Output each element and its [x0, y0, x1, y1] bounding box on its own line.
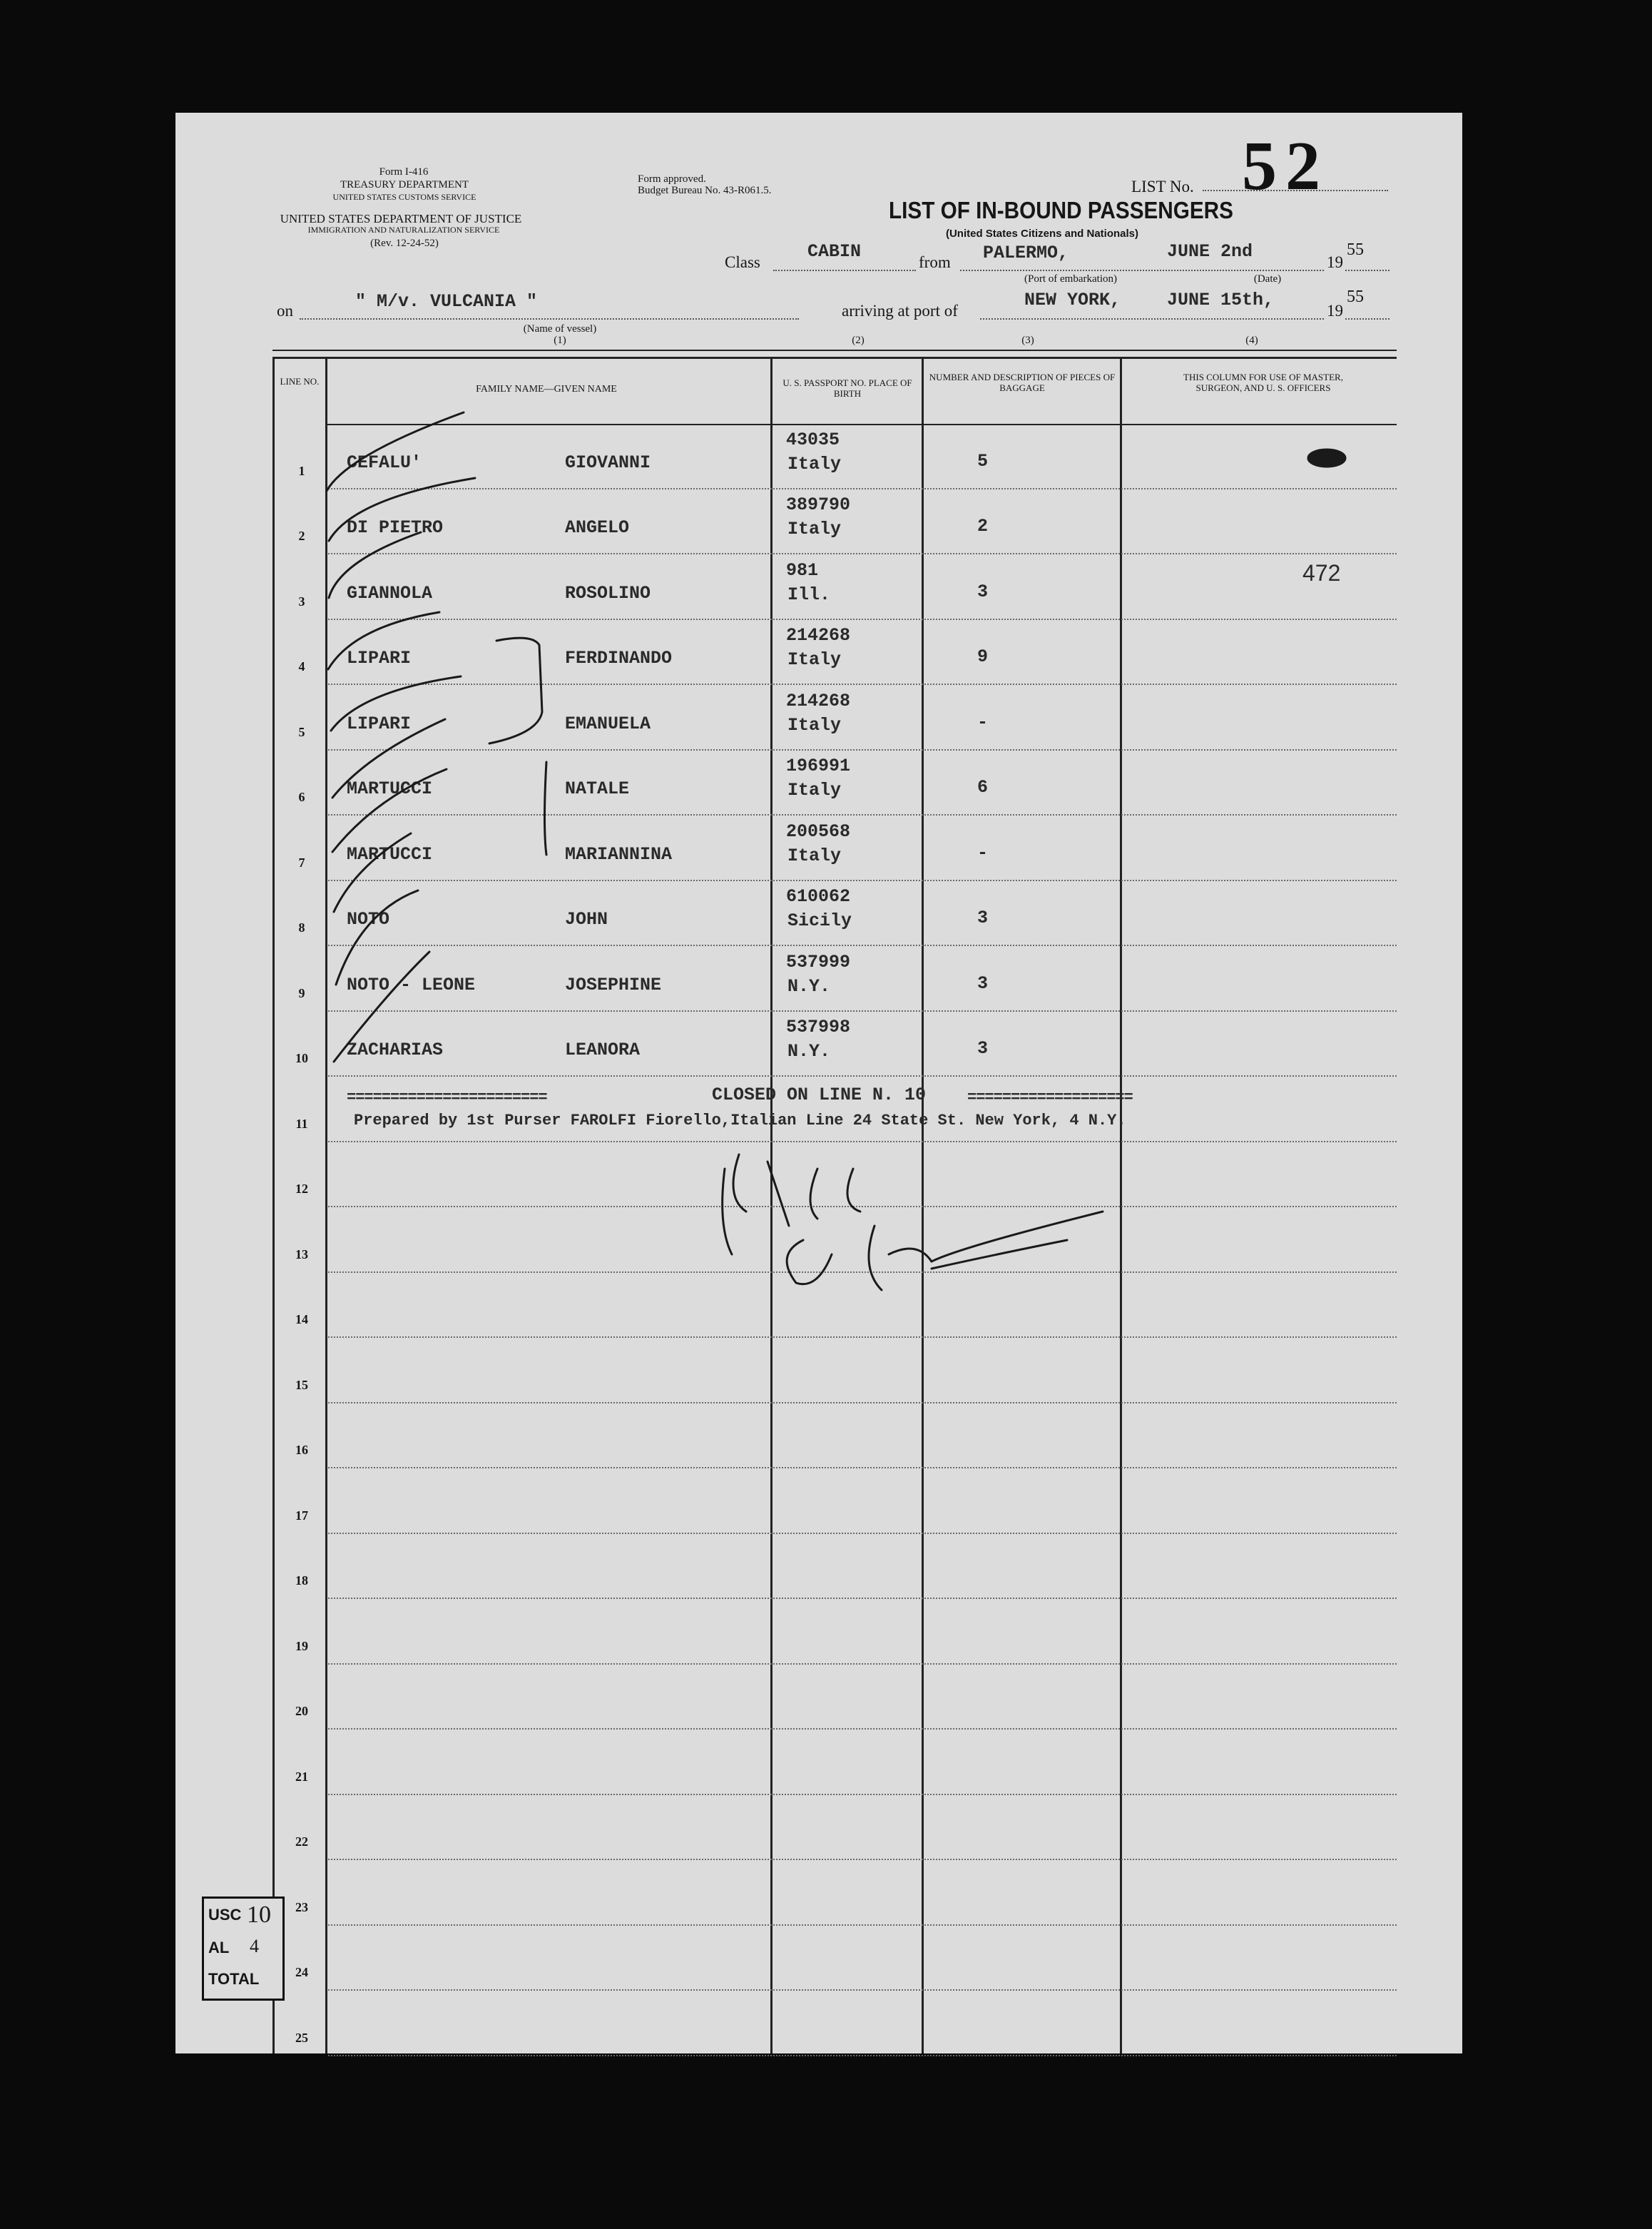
departure-date: JUNE 2nd — [1167, 241, 1253, 262]
arrival-port: NEW YORK, — [1024, 290, 1121, 310]
check-mark — [332, 769, 447, 852]
usc-label: USC — [208, 1906, 242, 1924]
year-prefix: 19 — [1327, 253, 1343, 271]
line-number: 8 — [298, 920, 305, 935]
header-name: FAMILY NAME—GIVEN NAME — [476, 384, 617, 395]
place-of-birth: Ill. — [787, 584, 831, 605]
given-name: JOHN — [565, 909, 608, 930]
given-name: FERDINANDO — [565, 648, 673, 669]
from-value: PALERMO, — [983, 243, 1069, 263]
class-label: Class — [725, 253, 760, 271]
arrival-year: 55 — [1347, 288, 1364, 306]
usc-value: 10 — [247, 1901, 271, 1928]
prepared-by: Prepared by 1st Purser FAROLFI Fiorello,Italian Line 24 State St. New York, 4 N.Y. — [354, 1112, 1126, 1129]
line-number: 19 — [295, 1638, 308, 1653]
list-number: 52 — [1242, 128, 1329, 205]
family-name: ZACHARIAS — [347, 1040, 444, 1060]
line-number: 22 — [295, 1834, 308, 1849]
passport-number: 214268 — [786, 690, 851, 711]
budget-bureau: Budget Bureau No. 43-R061.5. — [638, 185, 772, 196]
family-name: LIPARI — [347, 648, 412, 669]
port-embarkation-caption: (Port of embarkation) — [1024, 273, 1117, 285]
place-of-birth: N.Y. — [787, 975, 831, 997]
family-name: MARTUCCI — [347, 843, 433, 865]
line-number: 13 — [295, 1246, 308, 1261]
line-number: 1 — [298, 463, 305, 478]
col-number-1: (1) — [554, 335, 566, 346]
check-mark — [336, 890, 418, 985]
given-name: JOSEPHINE — [565, 974, 662, 995]
page-title: LIST OF IN-BOUND PASSENGERS — [889, 197, 1233, 223]
col-number-3: (3) — [1021, 335, 1034, 346]
passport-number: 43035 — [786, 429, 840, 450]
place-of-birth: Sicily — [787, 910, 852, 931]
passport-number: 196991 — [786, 756, 851, 776]
passport-number: 214268 — [786, 625, 851, 646]
vessel-caption: (Name of vessel) — [523, 323, 597, 335]
usc-al-total-stamp — [202, 1897, 285, 2001]
place-of-birth: Italy — [787, 519, 842, 539]
header-baggage: NUMBER AND DESCRIPTION OF PIECES OF BAGGAGE — [929, 372, 1116, 393]
baggage-count: 6 — [977, 777, 989, 798]
form-revision: (Rev. 12-24-52) — [370, 238, 439, 249]
agency-customs: UNITED STATES CUSTOMS SERVICE — [332, 192, 476, 202]
line-number: 17 — [295, 1508, 308, 1523]
departure-year: 55 — [1347, 240, 1364, 259]
line-number: 5 — [298, 724, 305, 739]
line-number: 24 — [295, 1965, 308, 1979]
bracket-mark — [489, 638, 542, 743]
baggage-count: - — [977, 711, 989, 733]
header-passport: U. S. PASSPORT NO. PLACE OF BIRTH — [782, 377, 912, 399]
check-mark — [328, 612, 439, 669]
form-number: Form I-416 — [379, 166, 429, 178]
place-of-birth: Italy — [787, 649, 842, 670]
line-number: 14 — [295, 1312, 308, 1326]
line-number: 18 — [295, 1573, 308, 1588]
handwritten-marks — [175, 113, 1462, 2053]
given-name: EMANUELA — [565, 713, 651, 734]
al-value: 4 — [250, 1936, 259, 1956]
family-name: CEFALU' — [347, 452, 422, 473]
given-name: LEANORA — [565, 1040, 641, 1060]
signature — [723, 1154, 860, 1254]
line-number: 20 — [295, 1704, 308, 1718]
line-number: 11 — [295, 1116, 308, 1131]
given-name: NATALE — [565, 778, 630, 799]
family-name: DI PIETRO — [347, 517, 444, 538]
year-prefix: 19 — [1327, 302, 1343, 320]
family-name: MARTUCCI — [347, 778, 433, 799]
check-mark — [331, 676, 461, 734]
line-number: 23 — [295, 1899, 308, 1914]
line-number: 7 — [298, 855, 305, 870]
given-name: ROSOLINO — [565, 582, 651, 604]
baggage-count: 3 — [977, 973, 989, 994]
check-mark — [327, 412, 464, 491]
ink-blot — [1308, 450, 1345, 467]
line-number: 16 — [295, 1443, 308, 1457]
line-number: 21 — [295, 1769, 308, 1784]
family-name: GIANNOLA — [347, 582, 433, 604]
col-number-4: (4) — [1245, 335, 1258, 346]
header-line-no: LINE NO. — [280, 376, 320, 387]
closed-dashes-right: =================== — [967, 1089, 1133, 1107]
baggage-count: 2 — [977, 516, 989, 537]
place-of-birth: N.Y. — [787, 1041, 831, 1062]
class-value: CABIN — [807, 241, 862, 262]
signature — [787, 1212, 1103, 1290]
arrival-date: JUNE 15th, — [1167, 290, 1275, 310]
agency-justice: UNITED STATES DEPARTMENT OF JUSTICE — [280, 212, 522, 225]
line-number: 15 — [295, 1377, 308, 1392]
line-number: 2 — [298, 529, 305, 543]
line-number: 4 — [298, 659, 305, 674]
family-name: NOTO - LEONE — [347, 974, 476, 995]
line-number: 9 — [298, 985, 305, 1000]
from-label: from — [919, 253, 951, 271]
family-name: NOTO — [347, 909, 390, 930]
line-number: 6 — [298, 790, 305, 804]
al-label: AL — [208, 1939, 230, 1956]
passport-number: 537998 — [786, 1017, 851, 1037]
passenger-list-form — [175, 113, 1462, 2053]
line-number: 3 — [298, 594, 305, 609]
place-of-birth: Italy — [787, 714, 842, 736]
place-of-birth: Italy — [787, 453, 842, 474]
page-subtitle: (United States Citizens and Nationals) — [945, 228, 1139, 240]
place-of-birth: Italy — [787, 780, 842, 801]
given-name: ANGELO — [565, 517, 630, 538]
line-number: 10 — [295, 1051, 308, 1065]
vessel-name: " M/v. VULCANIA " — [355, 291, 538, 312]
place-of-birth: Italy — [787, 845, 842, 866]
check-mark — [334, 952, 429, 1062]
col-number-2: (2) — [852, 335, 865, 346]
date-caption: (Date) — [1253, 273, 1282, 285]
line-number: 25 — [295, 2030, 308, 2045]
agency-ins: IMMIGRATION AND NATURALIZATION SERVICE — [307, 225, 500, 235]
agency-treasury: TREASURY DEPARTMENT — [340, 179, 469, 191]
closed-on-line: CLOSED ON LINE N. 10 — [712, 1085, 927, 1105]
check-mark — [329, 532, 421, 598]
bracket-mark — [545, 762, 547, 855]
total-label: TOTAL — [208, 1970, 260, 1988]
form-approved: Form approved. — [638, 173, 706, 185]
baggage-count: 9 — [977, 646, 989, 667]
baggage-count: 3 — [977, 1038, 989, 1059]
passport-number: 537999 — [786, 951, 851, 973]
officer-note: 472 — [1302, 559, 1341, 586]
line-number: 12 — [295, 1182, 308, 1196]
passport-number: 610062 — [786, 886, 851, 907]
family-name: LIPARI — [347, 713, 412, 734]
given-name: GIOVANNI — [565, 452, 651, 473]
header-officers: THIS COLUMN FOR USE OF MASTER, SURGEON, AND U. S. OFFICERS — [1183, 372, 1343, 393]
list-no-label: LIST No. — [1131, 178, 1194, 196]
arriving-label: arriving at port of — [842, 302, 958, 320]
passport-number: 200568 — [786, 821, 851, 842]
on-label: on — [277, 302, 293, 320]
baggage-count: 3 — [977, 908, 989, 928]
given-name: MARIANNINA — [565, 843, 673, 865]
baggage-count: - — [977, 842, 989, 863]
baggage-count: 5 — [977, 450, 989, 472]
passport-number: 389790 — [786, 494, 851, 515]
closed-dashes-left: ======================= — [347, 1089, 547, 1107]
passport-number: 981 — [786, 559, 819, 581]
check-mark — [329, 478, 475, 541]
check-mark — [332, 719, 445, 798]
baggage-count: 3 — [977, 581, 989, 602]
